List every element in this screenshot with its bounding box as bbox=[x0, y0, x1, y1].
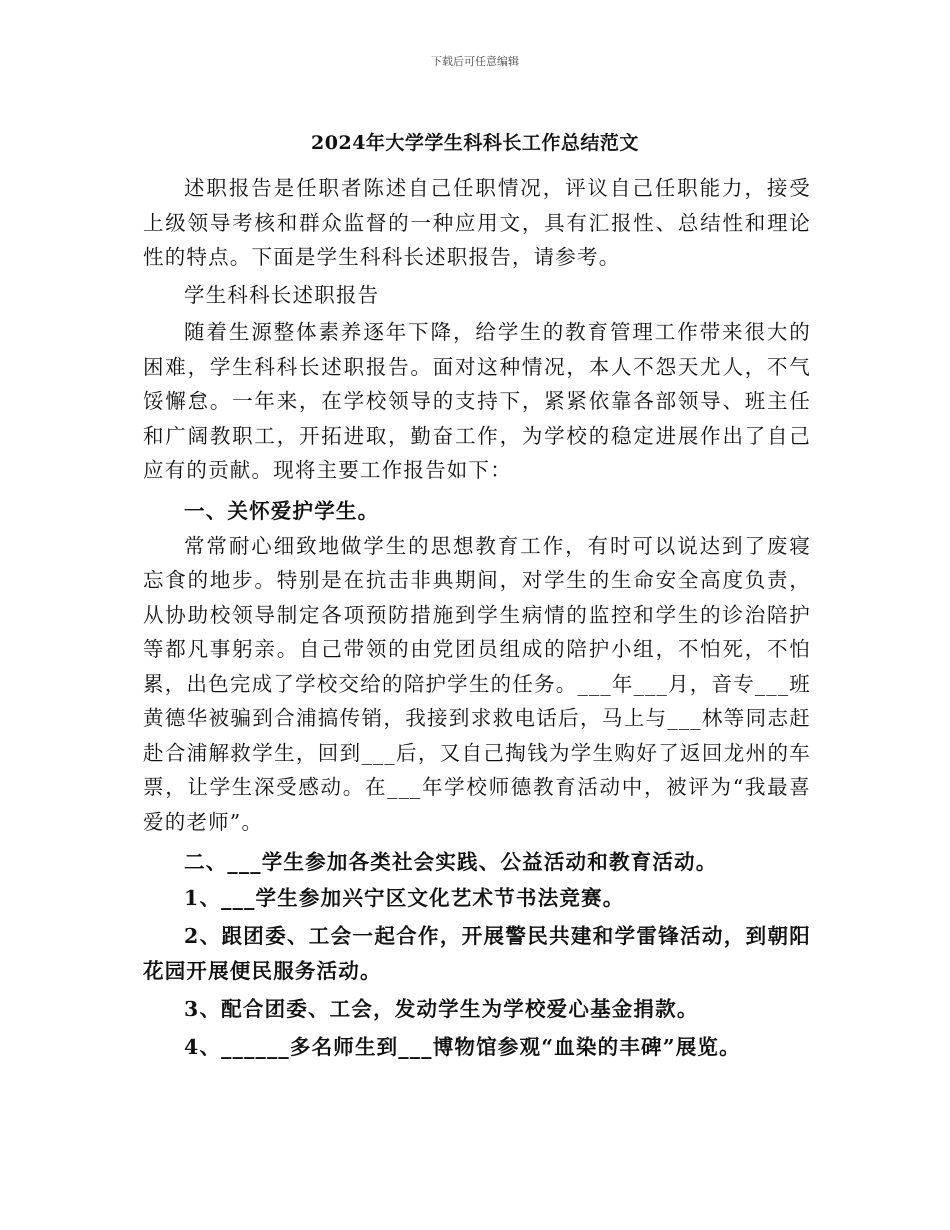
intro-paragraph: 述职报告是任职者陈述自己任职情况，评议自己任职能力，接受上级领导考核和群众监督的一种应用文，具有汇报性、总结性和理论性的特点。下面是学生科科长述职报告，请参考。 bbox=[143, 176, 811, 269]
document-title: 2024年大学学生科科长工作总结范文 bbox=[311, 132, 639, 154]
section-heading-2: 二、___学生参加各类社会实践、公益活动和教育活动。 bbox=[184, 850, 718, 874]
list-item-4: 4、______多名师生到___博物馆参观“血染的丰碑”展览。 bbox=[184, 1035, 741, 1059]
page-header-note: 下载后可任意编辑 bbox=[431, 55, 519, 68]
body-paragraph: 常常耐心细致地做学生的思想教育工作，有时可以说达到了废寝忘食的地步。特别是在抗击非典期间，对学生的生命安全高度负责，从协助校领导制定各项预防措施到学生病情的监控和学生的诊治陪护等都凡事躬亲。自己带领的由党团员组成的陪护小组，不怕死，不怕累，出色完成了学校交给的陪护学生的任务。___年___月，音专___班黄德华被骗到合浦搞传销，我接到求救电话后，马上与___林等同志赶赴合浦解救学生，回到___后，又自己掏钱为学生购好了返回龙州的车票，让学生深受感动。在___年学校师德教育活动中，被评为“我最喜爱的老师”。 bbox=[143, 533, 811, 834]
list-item-3: 3、配合团委、工会，发动学生为学校爱心基金捐款。 bbox=[184, 997, 699, 1021]
report-subtitle: 学生科科长述职报告 bbox=[184, 282, 380, 307]
list-item-1: 1、___学生参加兴宁区文化艺术节书法竞赛。 bbox=[184, 886, 625, 910]
list-item-2: 2、跟团委、工会一起合作，开展警民共建和学雷锋活动，到朝阳花园开展便民服务活动。 bbox=[143, 924, 811, 983]
section-heading-1: 一、关怀爱护学生。 bbox=[184, 498, 380, 523]
document-body bbox=[143, 171, 811, 1065]
body-paragraph: 随着生源整体素养逐年下降，给学生的教育管理工作带来很大的困难，学生科科长述职报告。面对这种情况，本人不怨天尤人，不气馁懈怠。一年来，在学校领导的支持下，紧紧依靠各部领导、班主任和广阔教职工，开拓进取，勤奋工作，为学校的稳定进展作出了自己应有的贡献。现将主要工作报告如下： bbox=[143, 320, 811, 482]
